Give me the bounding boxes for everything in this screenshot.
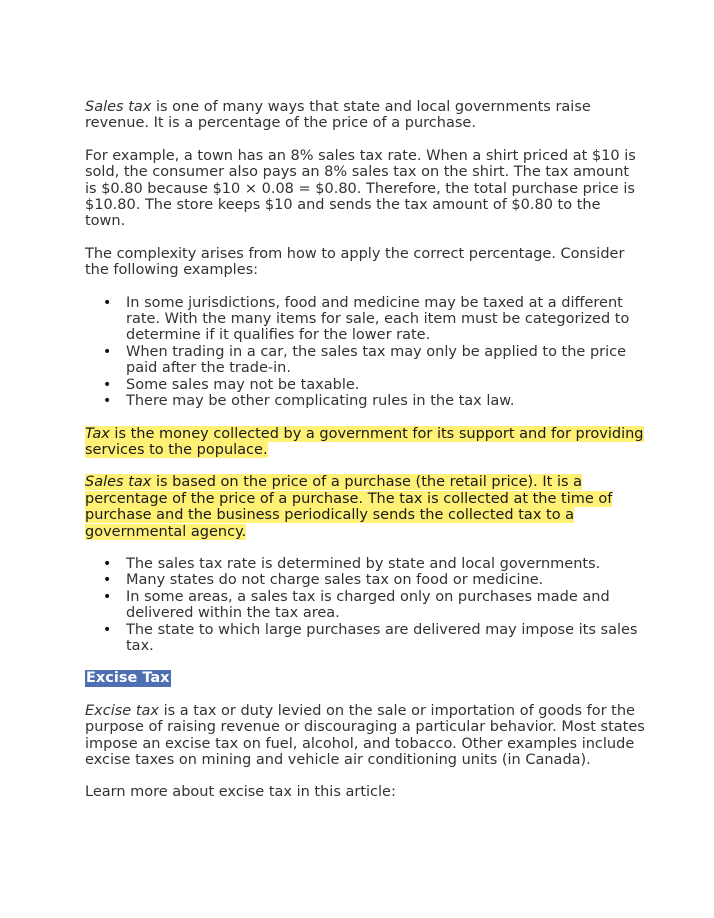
examples-list (85, 295, 645, 410)
list-item (85, 622, 645, 655)
list-item (85, 393, 645, 409)
highlighted-text: is based on the price of a purchase (the retail price). It is a percentage of the price of a purchase. The tax is collected at the time of purchase and the business periodically sends the collected tax to a governmental agency. (85, 474, 613, 540)
list-item-text: In some areas, a sales tax is charged only on purchases made and delivered within the tax area. (126, 588, 610, 622)
list-item-text: In some jurisdictions, food and medicine may be taxed at a different rate. With the many items for sale, each item must be categorized to determine if it qualifies for the lower rate. (126, 294, 630, 344)
bullet-icon: • (103, 393, 112, 410)
term-excise-tax: Excise tax (85, 702, 159, 719)
list-item-text: Many states do not charge sales tax on food or medicine. (126, 572, 544, 589)
list-item-text: There may be other complicating rules in the tax law. (126, 393, 515, 410)
list-item (85, 572, 645, 588)
paragraph-text: is one of many ways that state and local governments raise revenue. It is a percentage of the price of a purchase. (85, 99, 591, 132)
bullet-icon: • (103, 588, 112, 605)
bullet-icon: • (103, 376, 112, 393)
bullet-icon: • (103, 294, 112, 311)
bullet-icon: • (103, 621, 112, 638)
list-item (85, 556, 645, 572)
sales-tax-facts-list (85, 556, 645, 654)
highlighted-definition-sales-tax (85, 474, 645, 540)
list-item (85, 589, 645, 622)
paragraph-text: is a tax or duty levied on the sale or importation of goods for the purpose of raising revenue or discouraging a particular behavior. Most states impose an excise tax on fuel, alcohol, and tobacco. Other examples include excise taxes on mining and vehicle air conditioning units (in Canada). (85, 702, 645, 768)
paragraph-example: For example, a town has an 8% sales tax rate. When a shirt priced at $10 is sold, the consumer also pays an 8% sales tax on the shirt. The tax amount is $0.80 because $10 × 0.08 = $0.80. Therefore, the total purchase price is $10.80. The store keeps $10 and sends the tax amount of $0.80 to the town. (85, 147, 636, 230)
highlighted-text: is the money collected by a government for its support and for providing services to the populace. (85, 425, 644, 458)
list-item-text: When trading in a car, the sales tax may only be applied to the price paid after the trade-in. (126, 343, 627, 377)
learn-more-text: Learn more about excise tax in this article: (85, 784, 396, 801)
document-body (85, 99, 645, 801)
term-sales-tax-2: Sales tax (85, 474, 152, 491)
term-tax: Tax (85, 425, 110, 442)
paragraph-excise-tax (85, 703, 645, 769)
paragraph-complexity: The complexity arises from how to apply the correct percentage. Consider the following examples: (85, 245, 625, 279)
list-item (85, 377, 645, 393)
bullet-icon: • (103, 555, 112, 572)
excise-tax-heading[interactable]: Excise Tax (86, 670, 170, 687)
bullet-icon: • (103, 572, 112, 589)
list-item (85, 295, 645, 344)
paragraph-sales-tax-intro (85, 99, 645, 132)
list-item-text: The sales tax rate is determined by state and local governments. (126, 555, 601, 572)
list-item-text: Some sales may not be taxable. (126, 376, 360, 393)
list-item (85, 344, 645, 377)
list-item-text: The state to which large purchases are delivered may impose its sales tax. (126, 621, 638, 654)
bullet-icon: • (103, 343, 112, 360)
highlighted-definition-tax (85, 426, 645, 459)
term-sales-tax: Sales tax (85, 99, 152, 115)
excise-tax-heading-line (85, 670, 645, 686)
